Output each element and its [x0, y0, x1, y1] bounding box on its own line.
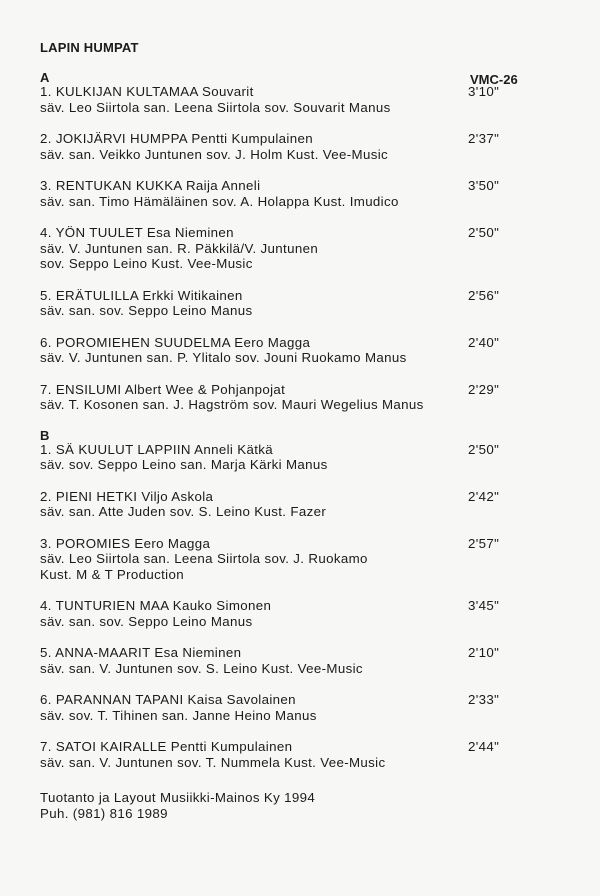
track-duration: 2'42" [468, 488, 500, 504]
track-title: 4. YÖN TUULET [40, 225, 143, 240]
side-label: A [40, 70, 50, 85]
track-credits: säv. sov. Seppo Leino san. Marja Kärki Manus [40, 457, 328, 472]
track-item [40, 225, 510, 272]
track-title: 5. ANNA-MAARIT [40, 645, 151, 660]
catalog-number: VMC-26 [470, 72, 518, 87]
track-duration: 2'57" [468, 535, 500, 551]
track-heading-line [40, 598, 510, 614]
side-label: B [40, 427, 50, 443]
track-duration: 2'29" [468, 381, 500, 397]
album-title: LAPIN HUMPAT [40, 40, 139, 55]
track-item [40, 536, 510, 583]
track-credits: säv. san. Atte Juden sov. S. Leino Kust. Fazer [40, 504, 327, 519]
track-credits: säv. san. Veikko Juntunen sov. J. Holm Kust. Vee-Music [40, 146, 389, 162]
phone-number: Puh. (981) 816 1989 [40, 805, 168, 821]
track-heading-line [40, 178, 510, 194]
track-item [40, 598, 510, 629]
track-credits: säv. san. V. Juntunen sov. S. Leino Kust. Vee-Music [40, 660, 363, 676]
track-item [40, 489, 510, 520]
track-duration: 3'10" [468, 84, 500, 99]
track-title: 1. SÄ KUULUT LAPPIIN [40, 441, 191, 457]
track-duration: 2'50" [468, 225, 500, 240]
track-title: 2. PIENI HETKI [40, 488, 138, 504]
track-item [40, 382, 510, 413]
tracklist [40, 71, 510, 770]
track-artist: Kauko Simonen [172, 598, 272, 613]
track-artist: Anneli Kätkä [194, 441, 274, 457]
track-title: 1. KULKIJAN KULTAMAA [40, 84, 198, 99]
track-artist: Viljo Askola [141, 488, 214, 504]
track-credits: säv. V. Juntunen san. P. Ylitalo sov. Jouni Ruokamo Manus [40, 350, 407, 365]
track-artist: Albert Wee & Pohjanpojat [124, 381, 286, 397]
track-heading-line [40, 335, 510, 351]
track-title: 3. POROMIES [40, 535, 131, 551]
track-title: 4. TUNTURIEN MAA [40, 598, 169, 613]
track-credits: sov. Seppo Leino Kust. Vee-Music [40, 256, 253, 271]
track-artist: Eero Magga [134, 535, 211, 551]
track-duration: 2'56" [468, 287, 500, 303]
track-credits: säv. san. V. Juntunen sov. T. Nummela Kust. Vee-Music [40, 754, 386, 770]
track-heading-line [40, 84, 510, 100]
track-item [40, 178, 510, 209]
track-credits: säv. T. Kosonen san. J. Hagström sov. Mauri Wegelius Manus [40, 397, 424, 412]
track-title: 2. JOKIJÄRVI HUMPPA [40, 131, 188, 146]
track-item [40, 645, 510, 676]
track-item [40, 131, 510, 162]
track-duration: 2'37" [468, 131, 500, 146]
track-credits: säv. Leo Siirtola san. Leena Siirtola sov. J. Ruokamo [40, 551, 368, 566]
track-artist: Esa Nieminen [146, 225, 234, 240]
track-artist: Kaisa Savolainen [187, 692, 296, 707]
track-duration: 2'50" [468, 441, 500, 457]
footer [40, 790, 315, 821]
track-heading-line [40, 225, 510, 241]
track-credits: säv. san. sov. Seppo Leino Manus [40, 613, 253, 629]
track-artist: Erkki Witikainen [142, 287, 243, 303]
track-duration: 2'33" [468, 692, 500, 707]
track-title: 7. SATOI KAIRALLE [40, 739, 167, 754]
side-a [40, 71, 510, 413]
track-item [40, 442, 510, 473]
track-artist: Pentti Kumpulainen [170, 739, 293, 754]
track-heading-line [40, 536, 510, 552]
track-heading-line [40, 131, 510, 147]
track-duration: 2'40" [468, 334, 500, 350]
track-title: 7. ENSILUMI [40, 381, 122, 397]
track-heading-line [40, 442, 510, 458]
track-heading-line [40, 288, 510, 304]
track-title: 5. ERÄTULILLA [40, 287, 139, 303]
track-title: 6. POROMIEHEN SUUDELMA [40, 334, 231, 350]
production-credit: Tuotanto ja Layout Musiikki-Mainos Ky 1994 [40, 790, 316, 805]
track-artist: Pentti Kumpulainen [191, 131, 313, 146]
track-artist: Eero Magga [234, 334, 311, 350]
track-item [40, 335, 510, 366]
track-item [40, 692, 510, 723]
track-duration: 2'44" [468, 739, 500, 754]
track-credits: Kust. M & T Production [40, 566, 184, 582]
track-artist: Souvarit [202, 84, 254, 99]
track-heading-line [40, 382, 510, 398]
track-duration: 3'45" [468, 598, 500, 613]
track-duration: 3'50" [468, 178, 500, 193]
track-artist: Esa Nieminen [154, 645, 242, 660]
track-title: 6. PARANNAN TAPANI [40, 692, 184, 707]
track-credits: säv. Leo Siirtola san. Leena Siirtola sov. Souvarit Manus [40, 99, 391, 115]
track-credits: säv. san. Timo Hämäläinen sov. A. Holappa Kust. Imudico [40, 193, 399, 209]
track-item [40, 84, 510, 115]
track-heading-line [40, 489, 510, 505]
track-title: 3. RENTUKAN KUKKA [40, 178, 182, 193]
track-heading-line [40, 692, 510, 708]
track-item [40, 739, 510, 770]
track-credits: säv. V. Juntunen san. R. Päkkilä/V. Juntunen [40, 240, 319, 256]
track-heading-line [40, 645, 510, 661]
track-item [40, 288, 510, 319]
track-artist: Raija Anneli [185, 178, 261, 193]
track-credits: säv. san. sov. Seppo Leino Manus [40, 303, 253, 318]
track-credits: säv. sov. T. Tihinen san. Janne Heino Manus [40, 707, 317, 723]
track-duration: 2'10" [468, 645, 500, 660]
side-b [40, 429, 510, 771]
track-heading-line [40, 739, 510, 755]
